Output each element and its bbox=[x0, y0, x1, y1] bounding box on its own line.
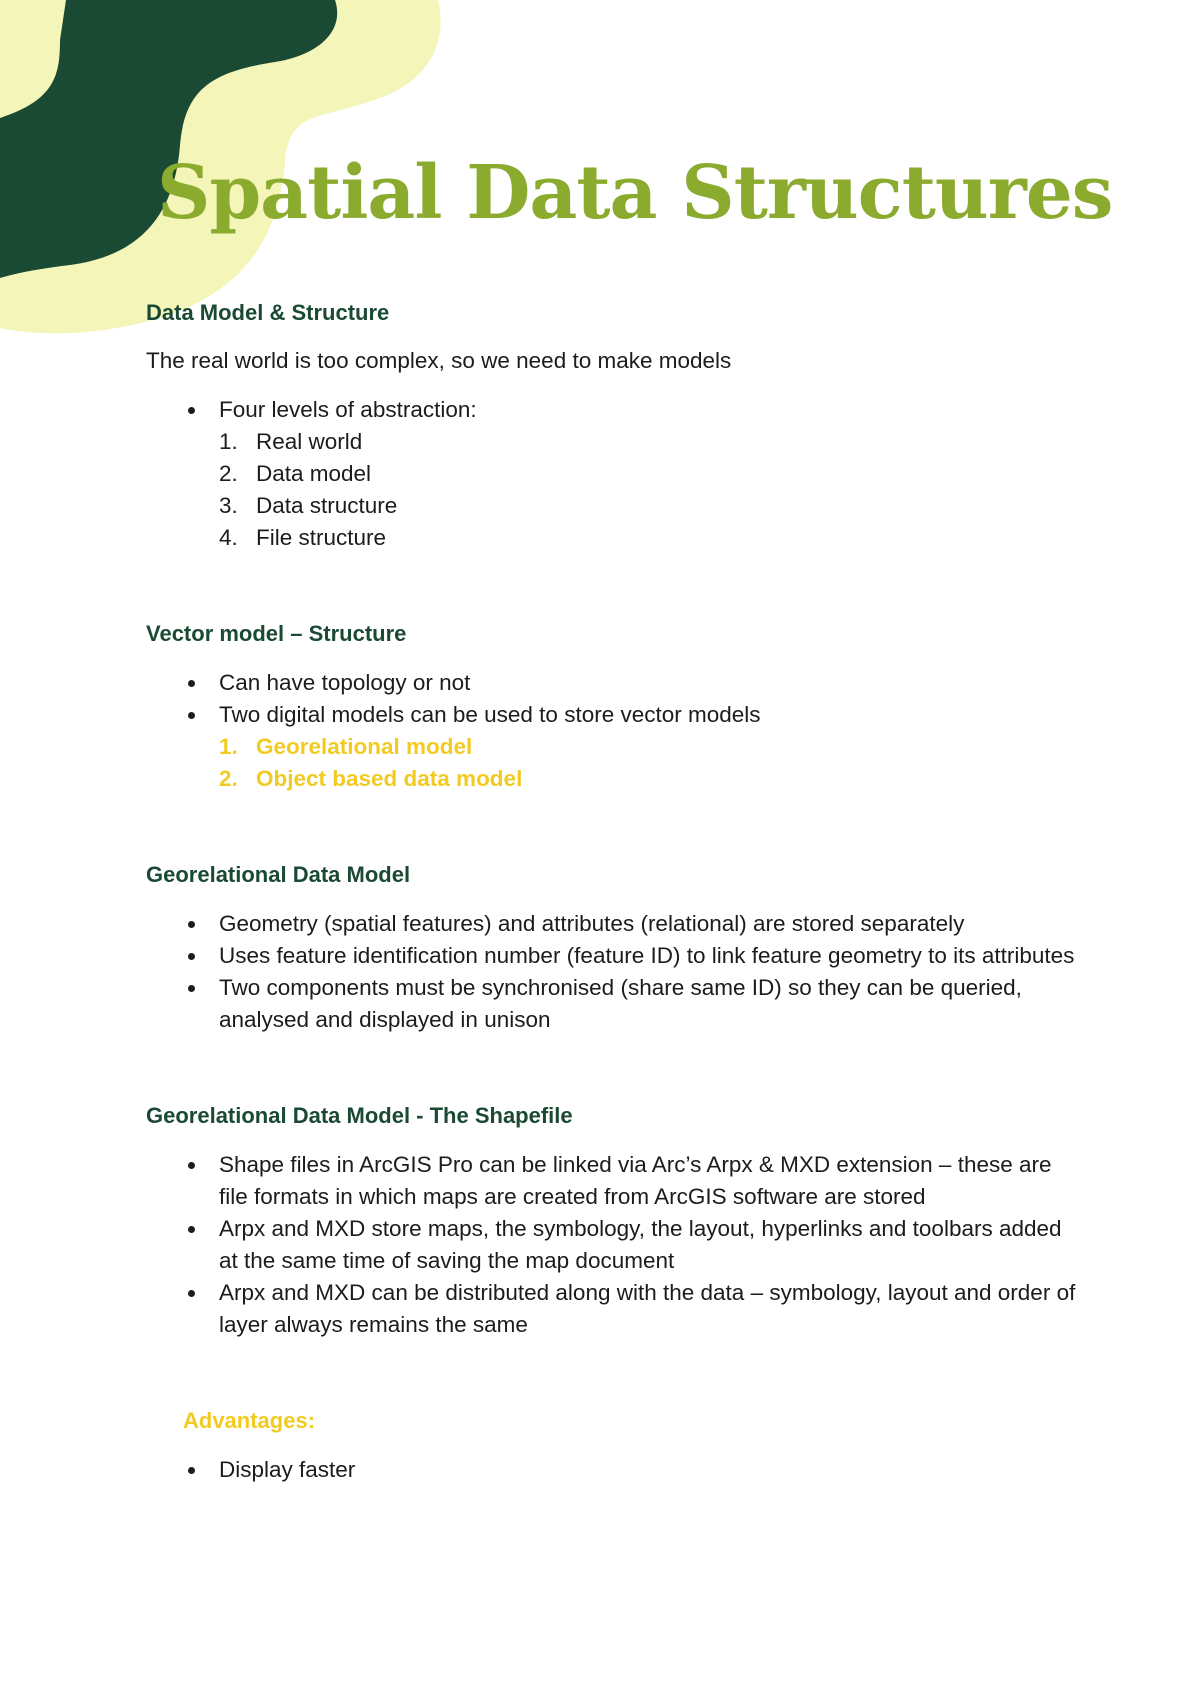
list-item-text: Arpx and MXD store maps, the symbology, the layout, hyperlinks and toolbars added at the same time of saving the map document bbox=[219, 1216, 1062, 1273]
list-item-text: Geometry (spatial features) and attributes (relational) are stored separately bbox=[219, 911, 965, 936]
list-item-text: Display faster bbox=[219, 1457, 356, 1482]
intro-paragraph: The real world is too complex, so we need to make models bbox=[146, 348, 732, 373]
list-item-text: Real world bbox=[256, 429, 363, 454]
list-item bbox=[219, 763, 1086, 795]
list-item bbox=[219, 522, 1086, 554]
georelational-bullet-list bbox=[146, 908, 1086, 1036]
list-item-text: Object based data model bbox=[256, 766, 523, 791]
abstraction-bullet-list bbox=[146, 394, 1086, 554]
list-number: 1. bbox=[219, 429, 238, 454]
list-item-text: Two digital models can be used to store vector models bbox=[219, 702, 761, 727]
list-item bbox=[146, 1277, 1086, 1341]
list-item-text: Arpx and MXD can be distributed along with the data – symbology, layout and order of layer always remains the same bbox=[219, 1280, 1076, 1337]
list-item bbox=[219, 490, 1086, 522]
list-item bbox=[146, 1213, 1086, 1277]
document-content bbox=[146, 297, 1086, 1486]
advantages-bullet-list bbox=[146, 1454, 1086, 1486]
list-number: 1. bbox=[219, 734, 238, 759]
list-number: 3. bbox=[219, 493, 238, 518]
list-item bbox=[146, 972, 1086, 1036]
list-number: 2. bbox=[219, 766, 238, 791]
heading-data-model-structure: Data Model & Structure bbox=[146, 300, 390, 325]
list-number: 2. bbox=[219, 461, 238, 486]
heading-shapefile: Georelational Data Model - The Shapefile bbox=[146, 1103, 573, 1128]
vector-models-list bbox=[219, 731, 1086, 795]
list-item-text: Georelational model bbox=[256, 734, 473, 759]
list-item bbox=[219, 458, 1086, 490]
list-item bbox=[146, 1454, 1086, 1486]
list-item bbox=[146, 1149, 1086, 1213]
list-item-text: Can have topology or not bbox=[219, 670, 471, 695]
list-number: 4. bbox=[219, 525, 238, 550]
heading-advantages: Advantages: bbox=[183, 1408, 316, 1433]
list-item bbox=[219, 731, 1086, 763]
list-item bbox=[146, 940, 1086, 972]
list-item bbox=[146, 394, 1086, 554]
page-title: Spatial Data Structures bbox=[157, 150, 1113, 236]
list-item bbox=[146, 908, 1086, 940]
heading-georelational-data-model: Georelational Data Model bbox=[146, 862, 411, 887]
list-item-text: Four levels of abstraction: bbox=[219, 397, 477, 422]
list-item bbox=[146, 699, 1086, 795]
list-item-text: Uses feature identification number (feature ID) to link feature geometry to its attributes bbox=[219, 943, 1075, 968]
list-item-text: File structure bbox=[256, 525, 387, 550]
abstraction-levels-list bbox=[219, 426, 1086, 554]
vector-model-bullet-list bbox=[146, 667, 1086, 795]
shapefile-bullet-list bbox=[146, 1149, 1086, 1341]
list-item-text: Two components must be synchronised (share same ID) so they can be queried, analysed and displayed in unison bbox=[219, 975, 1022, 1032]
list-item-text: Data model bbox=[256, 461, 372, 486]
list-item bbox=[219, 426, 1086, 458]
heading-vector-model-structure: Vector model – Structure bbox=[146, 621, 407, 646]
list-item bbox=[146, 667, 1086, 699]
list-item-text: Data structure bbox=[256, 493, 398, 518]
list-item-text: Shape files in ArcGIS Pro can be linked via Arc’s Arpx & MXD extension – these are file formats in which maps are created from ArcGIS software are stored bbox=[219, 1152, 1052, 1209]
